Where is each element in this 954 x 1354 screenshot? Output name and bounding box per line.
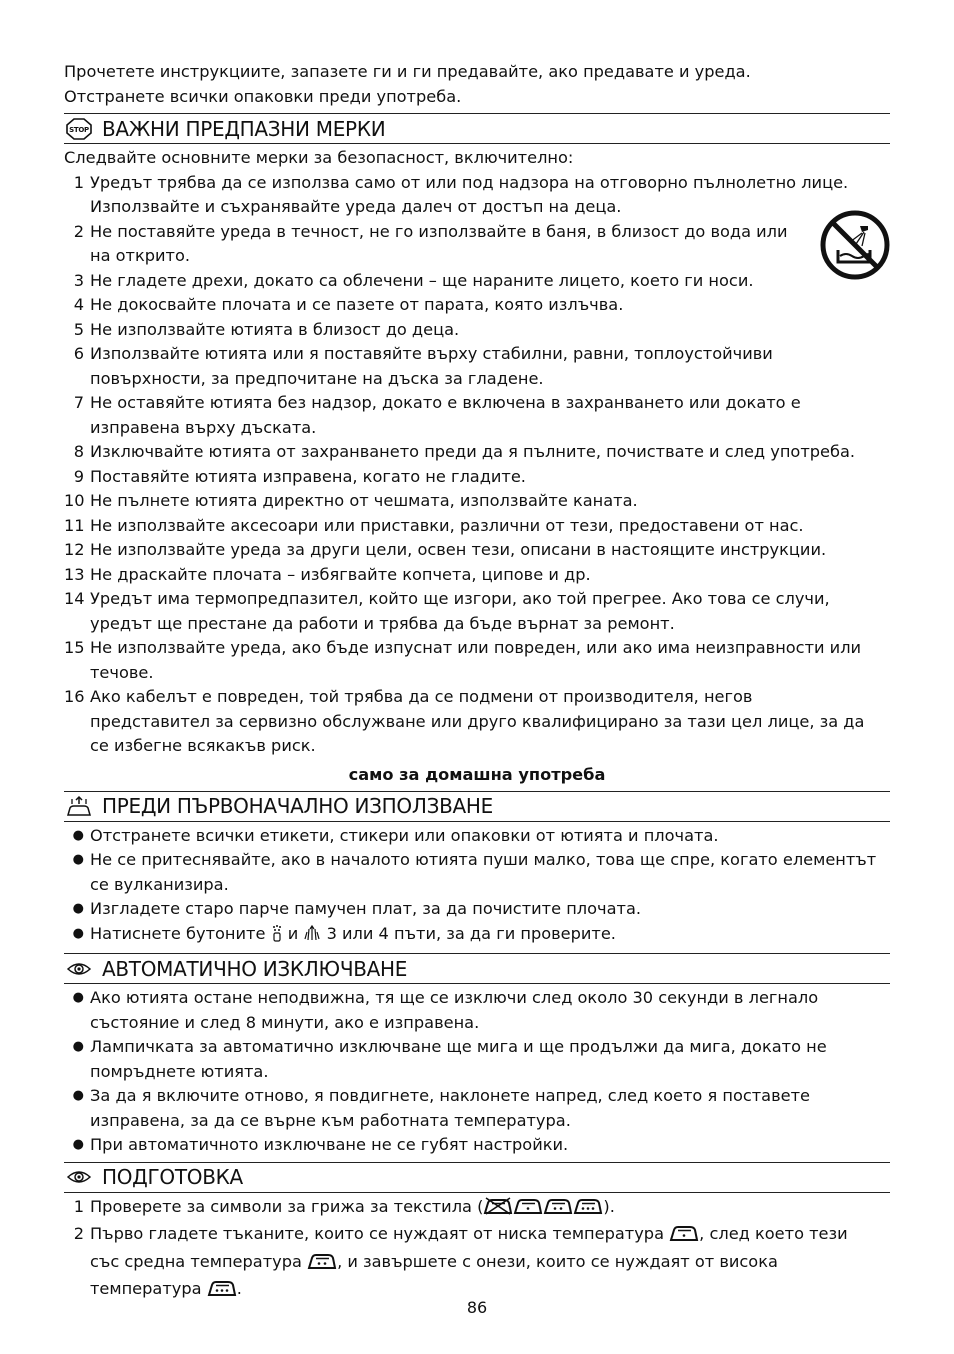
- item-number: 13: [64, 564, 85, 584]
- list-item: [64, 1035, 890, 1084]
- bullet: ●: [72, 990, 84, 1005]
- item-text-line: Уредът има термопредпазител, който ще изгори, ако той прегрее. Ако това се случи,: [90, 589, 830, 608]
- no-water-warning-icon: [820, 210, 890, 280]
- list-item: [64, 220, 890, 269]
- preparation-heading: [64, 1162, 890, 1193]
- bullet: ●: [72, 925, 84, 941]
- item-text-line: Не оставяйте ютията без надзор, докато е включена в захранването или докато е: [90, 393, 801, 412]
- item-number: 1: [73, 172, 84, 192]
- item-number: 12: [64, 540, 85, 559]
- item-text-line: изправена върху дъската.: [90, 417, 317, 437]
- section-title: ПРЕДИ ПЪРВОНАЧАЛНО ИЗПОЛЗВАНЕ: [102, 794, 493, 818]
- list-item: 1 Проверете за символи за грижа за текстила ( ).: [64, 1195, 890, 1223]
- list-item: 2 Първо гладете тъканите, които се нуждаят от ниска температура , след което тези със средна температура , и завършете с онези, които се нуждаят от висока температура .: [64, 1222, 890, 1305]
- before-first-use-heading: [64, 791, 890, 822]
- bullet: ●: [72, 827, 84, 843]
- list-item: [64, 514, 890, 539]
- list-item: [64, 318, 890, 343]
- item-text-line: Не използвайте аксесоари или приставки, различни от тези, предоставени от нас.: [90, 515, 804, 535]
- list-item: [64, 489, 890, 514]
- steam-burst-button-icon: [303, 924, 321, 950]
- intro-line: Отстранете всички опаковки преди употреба.: [64, 86, 462, 106]
- bullet: ●: [72, 1088, 84, 1103]
- item-text-line: се вулканизира.: [90, 874, 229, 894]
- item-number: 16: [64, 687, 85, 706]
- item-text-line: изправена, за да се върне към работната температура.: [90, 1110, 571, 1130]
- item-text-line: Използвайте ютията или я поставяйте върху стабилни, равни, топлоустойчиви: [90, 344, 773, 363]
- item-text-line: Изключвайте ютията от захранването преди да я пълните, почиствате и след употреба.: [90, 442, 856, 461]
- item-text-line: Не гладете дрехи, докато са облечени – ще нараните лицето, което ги носи.: [90, 270, 754, 290]
- item-text-line: Използвайте и съхранявайте уреда далеч от достъп на деца.: [90, 197, 622, 216]
- item-text-line: Ако кабелът е повреден, той трябва да се подмени от производителя, негов: [90, 687, 753, 706]
- item-text-line: течове.: [90, 662, 154, 682]
- iron-low-temp-icon: [669, 1224, 699, 1250]
- list-item: [64, 538, 890, 563]
- item-number: 9: [73, 466, 84, 486]
- auto-off-heading: [64, 953, 890, 984]
- item-text-line: Отстранете всички етикети, стикери или опаковки от ютията и плочата.: [90, 825, 719, 845]
- item-text-line: Поставяйте ютията изправена, когато не гладите.: [90, 466, 526, 486]
- list-item: [64, 1133, 890, 1158]
- item-number: 4: [73, 295, 84, 314]
- item-text-line: Не докосвайте плочата и се пазете от парата, която излъчва.: [90, 295, 624, 314]
- item-text-line: уредът ще престане да работи и трябва да бъде върнат за ремонт.: [90, 613, 675, 633]
- bullet: ●: [72, 1137, 84, 1152]
- item-number: 5: [73, 319, 84, 339]
- svg-text:STOP: STOP: [69, 125, 89, 134]
- list-item: [64, 342, 890, 391]
- item-text-line: Ако ютията остане неподвижна, тя ще се изключи след около 30 секунди в легнало: [90, 988, 819, 1007]
- item-number: 3: [73, 270, 84, 290]
- auto-off-list: [64, 986, 890, 1158]
- section-title: ВАЖНИ ПРЕДПАЗНИ МЕРКИ: [102, 116, 386, 141]
- item-text-line: Не драскайте плочата – избягвайте копчета, ципове и др.: [90, 564, 591, 584]
- list-item: ● Натиснете бутоните и 3 или 4 пъти, за да ги проверите.: [64, 922, 890, 950]
- list-item: [64, 1084, 890, 1133]
- list-item: [64, 440, 890, 465]
- item-text-line: При автоматичното изключване не се губят настройки.: [90, 1135, 569, 1154]
- list-item: [64, 391, 890, 440]
- list-item: [64, 897, 890, 922]
- item-text-line: Не поставяйте уреда в течност, не го използвайте в баня, в близост до вода или: [90, 221, 788, 241]
- list-item: [64, 269, 890, 294]
- item-text-line: Не използвайте ютията в близост до деца.: [90, 319, 460, 339]
- eye-icon: [66, 958, 92, 980]
- item-text-line: Не се притеснявайте, ако в началото ютията пуши малко, това ще спре, когато елементът: [90, 850, 877, 869]
- safety-lead: Следвайте основните мерки за безопасност, включително:: [64, 148, 574, 167]
- item-number: 11: [64, 515, 85, 535]
- item-text-line: Изгладете старо парче памучен плат, за да почистите плочата.: [90, 899, 642, 918]
- do-not-iron-icon: [483, 1197, 513, 1223]
- iron-medium-temp-icon: [307, 1252, 337, 1278]
- eye-icon: [66, 1166, 92, 1188]
- section-title: ПОДГОТОВКА: [102, 1165, 243, 1189]
- item-number: 15: [64, 638, 85, 657]
- item-text-line: помръднете ютията.: [90, 1061, 269, 1081]
- item-number: 2: [73, 221, 84, 241]
- document-page: [64, 60, 890, 1305]
- item-text-line: Не пълнете ютията директно от чешмата, използвайте каната.: [90, 491, 638, 510]
- item-number: 14: [64, 589, 85, 608]
- item-text-line: Не използвайте уреда за други цели, освен тези, описани в настоящите инструкции.: [90, 540, 827, 559]
- list-item: [64, 986, 890, 1035]
- home-use-note: само за домашна употреба: [348, 764, 606, 784]
- list-item: [64, 293, 890, 318]
- safety-heading: [64, 113, 890, 144]
- list-item: [64, 465, 890, 490]
- iron-medium-temp-icon: [543, 1197, 573, 1223]
- safety-list: [64, 171, 890, 759]
- item-text-line: За да я включите отново, я повдигнете, наклонете напред, след което я поставете: [90, 1086, 810, 1105]
- intro-line: Прочетете инструкциите, запазете ги и ги предавайте, ако предавате и уреда.: [64, 62, 751, 81]
- list-item: [64, 824, 890, 849]
- before-first-use-list: [64, 824, 890, 922]
- stop-icon: [66, 118, 92, 140]
- page-number: 86: [466, 1298, 488, 1317]
- list-item: [64, 171, 890, 220]
- bullet: ●: [72, 852, 84, 867]
- iron-low-temp-icon: [513, 1197, 543, 1223]
- list-item: [64, 848, 890, 897]
- list-item: [64, 587, 890, 636]
- item-text-line: се избегне всякакъв риск.: [90, 736, 316, 755]
- iron-high-temp-icon: [573, 1197, 603, 1223]
- list-item: [64, 563, 890, 588]
- item-text-line: състояние и след 8 минути, ако е изправена.: [90, 1012, 480, 1032]
- item-text-line: Уредът трябва да се използва само от или под надзора на отговорно пълнолетно лице.: [90, 172, 849, 192]
- item-number: 6: [73, 344, 84, 363]
- spray-button-icon: [271, 924, 283, 950]
- item-number: 8: [73, 442, 84, 461]
- item-text-line: Не използвайте уреда, ако бъде изпуснат или повреден, или ако има неизправности или: [90, 638, 862, 657]
- item-number: 10: [64, 491, 85, 510]
- bullet: ●: [72, 901, 84, 916]
- item-text-line: представител за сервизно обслужване или друго квалифицирано за тази цел лице, за да: [90, 711, 865, 731]
- item-text-line: повърхности, за предпочитане на дъска за гладене.: [90, 368, 544, 388]
- item-number: 7: [73, 393, 84, 412]
- item-text-line: Лампичката за автоматично изключване ще мига и ще продължи да мига, докато не: [90, 1037, 827, 1056]
- list-item: [64, 636, 890, 685]
- bullet: ●: [72, 1039, 84, 1054]
- list-item: [64, 685, 890, 759]
- iron-steam-icon: [66, 795, 92, 817]
- item-text-line: на открито.: [90, 246, 191, 265]
- section-title: АВТОМАТИЧНО ИЗКЛЮЧВАНЕ: [102, 956, 408, 981]
